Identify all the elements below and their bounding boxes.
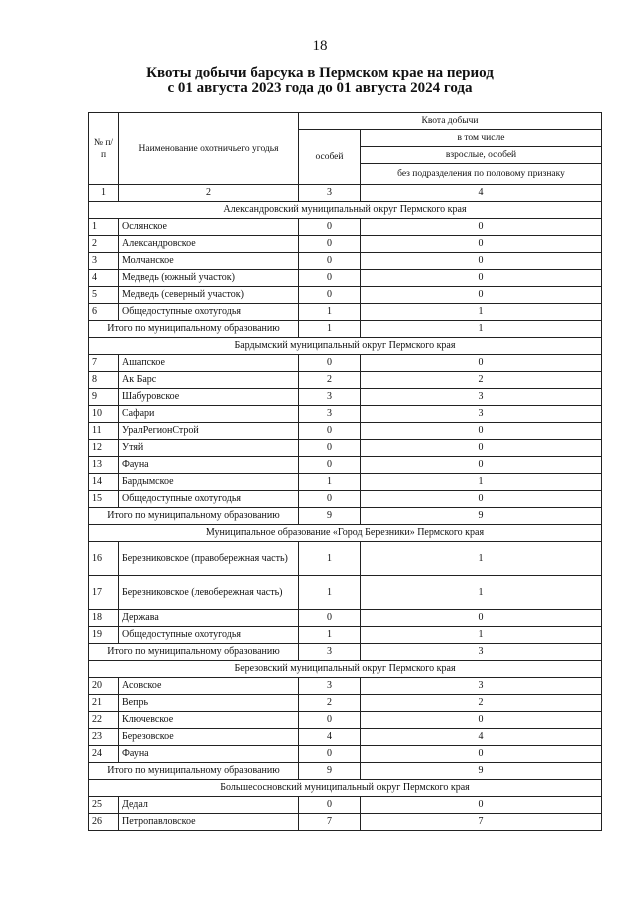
subtotal-label: Итого по муниципальному образованию [89, 508, 299, 525]
row-number: 24 [89, 746, 119, 763]
hunting-ground-name: Ашапское [119, 355, 299, 372]
quota-adults: 1 [361, 304, 602, 321]
header-quota: Квота добычи [299, 113, 602, 130]
quota-adults: 0 [361, 287, 602, 304]
table-row [89, 712, 602, 729]
table-row [89, 542, 602, 576]
hunting-ground-name: Общедоступные охотугодья [119, 491, 299, 508]
row-number: 17 [89, 576, 119, 610]
table-row [89, 627, 602, 644]
section-row [89, 202, 602, 219]
table-row [89, 474, 602, 491]
hunting-ground-name: Асовское [119, 678, 299, 695]
hunting-ground-name: Ак Барс [119, 372, 299, 389]
row-number: 15 [89, 491, 119, 508]
row-number: 6 [89, 304, 119, 321]
hunting-ground-name: Общедоступные охотугодья [119, 627, 299, 644]
table-row [89, 372, 602, 389]
quota-total: 0 [299, 491, 361, 508]
table-row [89, 457, 602, 474]
hunting-ground-name: Шабуровское [119, 389, 299, 406]
row-number: 8 [89, 372, 119, 389]
row-number: 16 [89, 542, 119, 576]
section-row [89, 338, 602, 355]
quota-adults: 0 [361, 355, 602, 372]
row-number: 7 [89, 355, 119, 372]
hunting-ground-name: Сафари [119, 406, 299, 423]
row-number: 13 [89, 457, 119, 474]
quota-adults: 4 [361, 729, 602, 746]
header-adults: взрослые, особей [361, 147, 602, 164]
section-title: Муниципальное образование «Город Березники» Пермского края [89, 525, 602, 542]
quota-adults: 3 [361, 406, 602, 423]
hunting-ground-name: Бардымское [119, 474, 299, 491]
hunting-ground-name: Ключевское [119, 712, 299, 729]
column-number: 1 [89, 185, 119, 202]
row-number: 12 [89, 440, 119, 457]
subtotal-row [89, 644, 602, 661]
subtotal-row [89, 321, 602, 338]
quota-adults: 0 [361, 440, 602, 457]
quota-total: 0 [299, 253, 361, 270]
quota-total: 2 [299, 372, 361, 389]
subtotal-row [89, 508, 602, 525]
table-row [89, 729, 602, 746]
subtotal-total: 9 [299, 508, 361, 525]
hunting-ground-name: Березовское [119, 729, 299, 746]
row-number: 22 [89, 712, 119, 729]
column-number: 3 [299, 185, 361, 202]
quota-total: 0 [299, 457, 361, 474]
table-row [89, 440, 602, 457]
quota-adults: 2 [361, 695, 602, 712]
hunting-ground-name: Фауна [119, 746, 299, 763]
hunting-ground-name: Петропавловское [119, 814, 299, 831]
subtotal-total: 9 [299, 763, 361, 780]
hunting-ground-name: Ослянское [119, 219, 299, 236]
table-row [89, 253, 602, 270]
hunting-ground-name: Дедал [119, 797, 299, 814]
title-line-2: с 01 августа 2023 года до 01 августа 2024 года [167, 80, 473, 96]
hunting-ground-name: Медведь (южный участок) [119, 270, 299, 287]
quota-total: 2 [299, 695, 361, 712]
quota-total: 0 [299, 219, 361, 236]
quota-adults: 0 [361, 219, 602, 236]
subtotal-label: Итого по муниципальному образованию [89, 321, 299, 338]
quota-total: 0 [299, 610, 361, 627]
row-number: 18 [89, 610, 119, 627]
header-including: в том числе [361, 130, 602, 147]
quota-adults: 1 [361, 576, 602, 610]
hunting-ground-name: УралРегионСтрой [119, 423, 299, 440]
table-row [89, 389, 602, 406]
quota-adults: 0 [361, 610, 602, 627]
page-number: 18 [312, 38, 328, 54]
quota-total: 0 [299, 797, 361, 814]
hunting-ground-name: Вепрь [119, 695, 299, 712]
row-number: 25 [89, 797, 119, 814]
row-number: 21 [89, 695, 119, 712]
subtotal-total: 1 [299, 321, 361, 338]
quota-adults: 1 [361, 627, 602, 644]
row-number: 11 [89, 423, 119, 440]
row-number: 26 [89, 814, 119, 831]
quota-total: 3 [299, 389, 361, 406]
quota-adults: 2 [361, 372, 602, 389]
row-number: 10 [89, 406, 119, 423]
table-row [89, 746, 602, 763]
quota-total: 1 [299, 576, 361, 610]
subtotal-adults: 9 [361, 763, 602, 780]
row-number: 9 [89, 389, 119, 406]
table-row [89, 491, 602, 508]
header-row-1 [89, 113, 602, 130]
quota-adults: 1 [361, 542, 602, 576]
row-number: 19 [89, 627, 119, 644]
quota-total: 1 [299, 627, 361, 644]
table-row [89, 355, 602, 372]
table-row [89, 219, 602, 236]
hunting-ground-name: Молчанское [119, 253, 299, 270]
section-row [89, 525, 602, 542]
table-row [89, 270, 602, 287]
quota-adults: 0 [361, 253, 602, 270]
subtotal-label: Итого по муниципальному образованию [89, 763, 299, 780]
table-row [89, 610, 602, 627]
table-row [89, 236, 602, 253]
section-title: Бардымский муниципальный округ Пермского края [89, 338, 602, 355]
table-row [89, 695, 602, 712]
quota-total: 0 [299, 270, 361, 287]
row-number: 23 [89, 729, 119, 746]
row-number: 3 [89, 253, 119, 270]
quota-total: 4 [299, 729, 361, 746]
quota-total: 1 [299, 542, 361, 576]
quota-adults: 0 [361, 270, 602, 287]
column-number-row [89, 185, 602, 202]
row-number: 5 [89, 287, 119, 304]
header-num: № п/п [89, 113, 119, 185]
hunting-ground-name: Утяй [119, 440, 299, 457]
row-number: 20 [89, 678, 119, 695]
quota-total: 0 [299, 287, 361, 304]
quota-total: 0 [299, 423, 361, 440]
hunting-ground-name: Фауна [119, 457, 299, 474]
table-row [89, 287, 602, 304]
hunting-ground-name: Березниковское (левобережная часть) [119, 576, 299, 610]
quota-total: 3 [299, 406, 361, 423]
quota-adults: 7 [361, 814, 602, 831]
hunting-ground-name: Общедоступные охотугодья [119, 304, 299, 321]
section-title: Александровский муниципальный округ Пермского края [89, 202, 602, 219]
row-number: 14 [89, 474, 119, 491]
header-individuals: особей [299, 130, 361, 185]
hunting-ground-name: Березниковское (правобережная часть) [119, 542, 299, 576]
table-row [89, 814, 602, 831]
quota-table [88, 112, 602, 831]
section-title: Березовский муниципальный округ Пермского края [89, 661, 602, 678]
quota-adults: 0 [361, 746, 602, 763]
subtotal-adults: 1 [361, 321, 602, 338]
hunting-ground-name: Держава [119, 610, 299, 627]
quota-total: 0 [299, 355, 361, 372]
subtotal-total: 3 [299, 644, 361, 661]
table-row [89, 423, 602, 440]
document-title [0, 66, 640, 96]
hunting-ground-name: Медведь (северный участок) [119, 287, 299, 304]
section-row [89, 661, 602, 678]
section-title: Большесосновский муниципальный округ Пермского края [89, 780, 602, 797]
section-row [89, 780, 602, 797]
quota-adults: 3 [361, 678, 602, 695]
quota-adults: 3 [361, 389, 602, 406]
quota-total: 3 [299, 678, 361, 695]
header-no-division: без подразделения по половому признаку [361, 164, 602, 185]
quota-adults: 0 [361, 423, 602, 440]
table-row [89, 304, 602, 321]
quota-total: 7 [299, 814, 361, 831]
quota-total: 1 [299, 304, 361, 321]
quota-total: 0 [299, 712, 361, 729]
title-line-1: Квоты добычи барсука в Пермском крае на период [146, 65, 494, 81]
subtotal-adults: 3 [361, 644, 602, 661]
subtotal-row [89, 763, 602, 780]
subtotal-adults: 9 [361, 508, 602, 525]
quota-adults: 0 [361, 236, 602, 253]
quota-adults: 0 [361, 712, 602, 729]
subtotal-label: Итого по муниципальному образованию [89, 644, 299, 661]
row-number: 1 [89, 219, 119, 236]
table-row [89, 797, 602, 814]
column-number: 2 [119, 185, 299, 202]
quota-total: 0 [299, 236, 361, 253]
quota-adults: 0 [361, 797, 602, 814]
row-number: 2 [89, 236, 119, 253]
table-row [89, 678, 602, 695]
table-row [89, 406, 602, 423]
quota-total: 1 [299, 474, 361, 491]
quota-adults: 0 [361, 491, 602, 508]
hunting-ground-name: Александровское [119, 236, 299, 253]
quota-adults: 0 [361, 457, 602, 474]
row-number: 4 [89, 270, 119, 287]
quota-adults: 1 [361, 474, 602, 491]
header-name: Наименование охотничьего угодья [119, 113, 299, 185]
quota-total: 0 [299, 746, 361, 763]
column-number: 4 [361, 185, 602, 202]
table-row [89, 576, 602, 610]
quota-total: 0 [299, 440, 361, 457]
